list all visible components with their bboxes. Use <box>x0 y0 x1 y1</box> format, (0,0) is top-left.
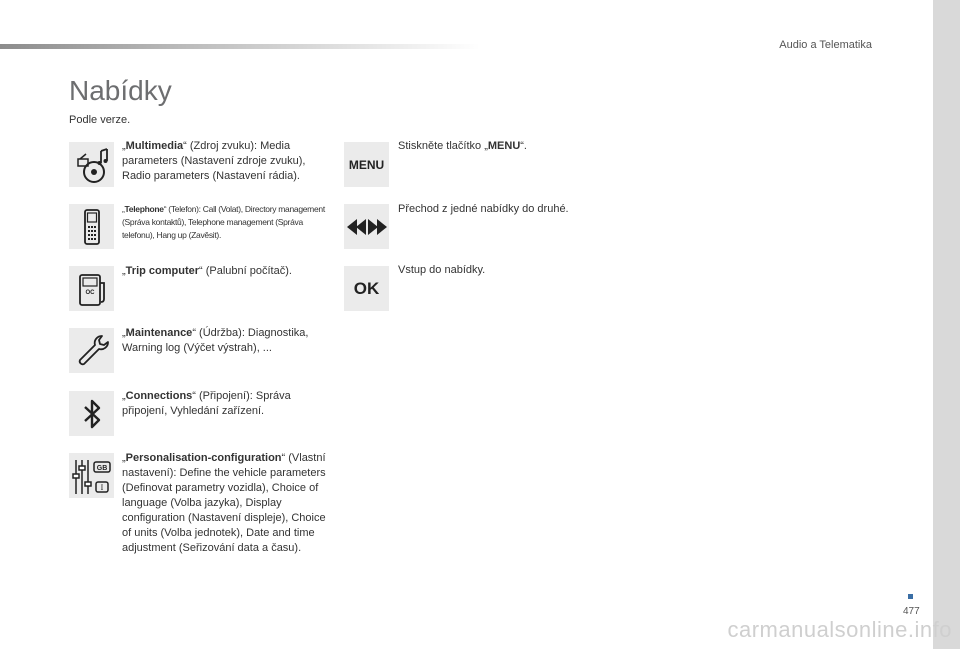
arrows-button-description: Přechod z jedné nabídky do druhé. <box>398 203 569 215</box>
telephone-icon <box>69 204 114 249</box>
arrows-button-icon <box>344 204 389 249</box>
multimedia-icon <box>69 142 114 187</box>
page-number: 477 <box>903 606 920 617</box>
page-marker <box>908 594 913 599</box>
menu-item-connections: „Connections“ (Připojení): Správa připojení, Vyhledání zařízení. <box>122 390 291 417</box>
menu-button-description: Stiskněte tlačítko „MENU“. <box>398 140 527 152</box>
menu-button-icon <box>344 142 389 187</box>
header-rule <box>0 44 480 49</box>
section-title: Audio a Telematika <box>779 39 872 51</box>
menu-button-label: MENU <box>348 157 385 172</box>
menu-item-telephone: „Telephone“ (Telefon): Call (Volat), Directory management (Správa kontaktů), Telephone management (Správa telefonu), Hang up (Zavěsit). <box>122 204 325 240</box>
i-label: I <box>100 482 103 492</box>
page-edge-strip <box>933 0 960 649</box>
menu-item-personalisation: „Personalisation-configuration“ (Vlastní nastavení): Define the vehicle parameters (Definovat parametry vozidla), Choice of language (Volba jazyka), Display configuration (Nastavení displeje), Choice of units (Volba jednotek), Date and time adjustment (Seřizování data a času). <box>122 452 326 554</box>
ok-button-label: OK <box>353 278 380 298</box>
bluetooth-icon <box>69 391 114 436</box>
ok-button-icon <box>344 266 389 311</box>
settings-sliders-icon <box>69 453 114 498</box>
wrench-icon <box>69 328 114 373</box>
menu-item-trip-computer: „Trip computer“ (Palubní počítač). <box>122 265 292 277</box>
gb-label: GB <box>96 464 107 472</box>
trip-icon-label: OC <box>85 289 94 296</box>
intro-text: Podle verze. <box>69 114 131 126</box>
trip-computer-icon <box>69 266 114 311</box>
ok-button-description: Vstup do nabídky. <box>398 264 486 276</box>
menu-item-maintenance: „Maintenance“ (Údržba): Diagnostika, Warning log (Výčet výstrah), ... <box>122 327 309 354</box>
watermark: carmanualsonline.info <box>727 617 952 642</box>
page-title: Nabídky <box>69 75 172 106</box>
menu-item-multimedia: „Multimedia“ (Zdroj zvuku): Media parameters (Nastavení zdroje zvuku), Radio parameters (Nastavení rádia). <box>122 140 306 182</box>
